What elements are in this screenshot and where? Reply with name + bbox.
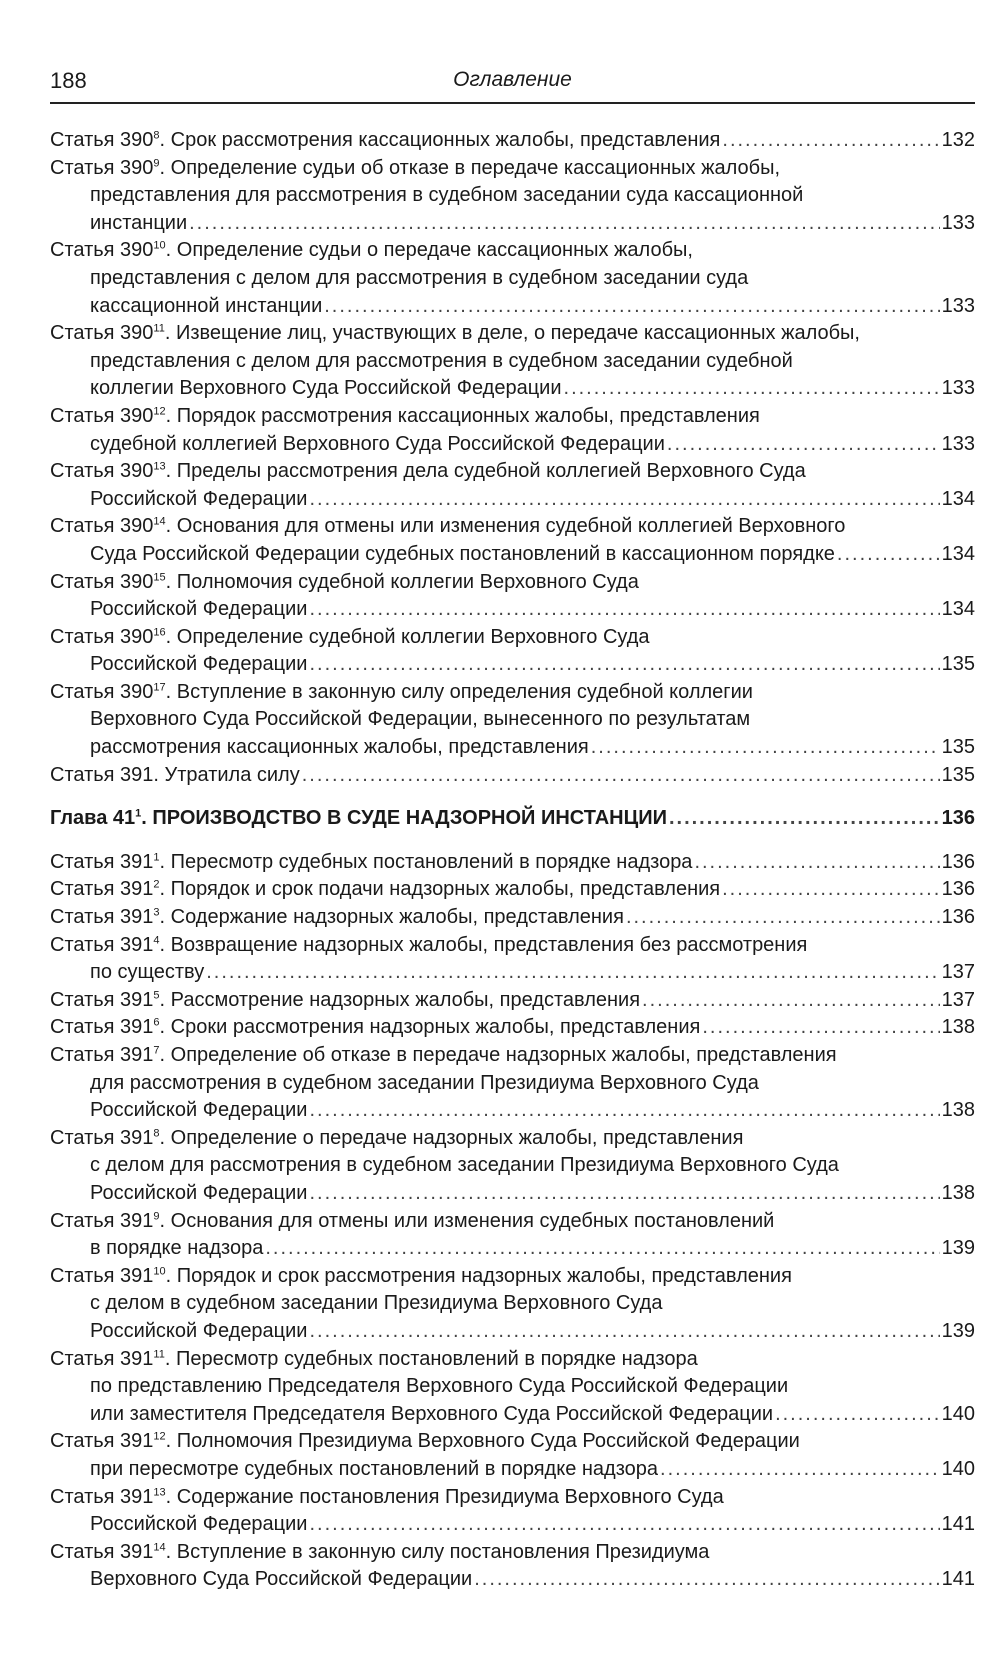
toc-page-number: 137 [941, 988, 975, 1011]
toc-line [50, 265, 975, 293]
toc-page-number: 136 [941, 807, 975, 830]
toc-label: Статья 391 [50, 906, 154, 929]
toc-superscript: 8 [153, 129, 160, 142]
toc-line [50, 458, 975, 486]
toc-line [50, 1152, 975, 1180]
toc-line [50, 805, 975, 833]
toc-line-text [90, 651, 307, 679]
toc-line-text: Статья $390^{12}$. Порядок рассмотрения кассационных жалобы, представления [50, 404, 760, 427]
toc-title-text: Вступление в законную силу постановления Президиума [176, 1540, 710, 1563]
toc-page-number: 137 [941, 961, 975, 984]
toc-line-text [90, 1235, 263, 1263]
toc-line [50, 155, 975, 183]
toc-entry [50, 1042, 975, 1125]
toc-page-number: 141 [941, 1513, 975, 1536]
toc-title-text: ПРОИЗВОДСТВО В СУДЕ НАДЗОРНОЙ ИНСТАНЦИИ [152, 807, 667, 830]
toc-line [50, 1263, 975, 1291]
toc-label: Статья 390 [50, 570, 154, 593]
dot-leader [309, 1511, 939, 1539]
dot-leader [722, 127, 939, 155]
toc-title-text: Российской Федерации [90, 1181, 308, 1204]
toc-entry [50, 237, 975, 320]
running-title: Оглавление [453, 68, 572, 91]
toc-entry [50, 458, 975, 513]
dot-leader [302, 762, 940, 790]
dot-leader [309, 1318, 939, 1346]
toc-superscript: 4 [153, 933, 160, 946]
toc-line-text [90, 1072, 759, 1094]
toc-line-text [90, 1097, 307, 1125]
dot-leader [309, 651, 939, 679]
toc-line-text: Статья $391^3$. Содержание надзорных жалобы, представления [50, 906, 624, 929]
toc-line [50, 348, 975, 376]
toc-label: Статья 390 [50, 404, 154, 427]
toc-entry [50, 1125, 975, 1208]
toc-line-text [90, 1180, 307, 1208]
toc-line-text [90, 541, 835, 569]
dot-leader [669, 805, 940, 833]
toc-line [50, 1566, 975, 1594]
toc-entry [50, 1539, 975, 1594]
toc-label: Статья 390 [50, 239, 154, 262]
toc-page-number: 141 [941, 1568, 975, 1591]
toc-line-text: Статья $390^{17}$. Вступление в законную силу определения судебной коллегии [50, 680, 753, 703]
toc-line [50, 1180, 975, 1208]
toc-page-number: 133 [941, 211, 975, 234]
toc-title-text: Срок рассмотрения кассационных жалобы, представления [170, 129, 721, 151]
toc-label: Статья 391. [50, 763, 159, 786]
toc-label: Статья 390 [50, 156, 154, 179]
toc-label: Статья 390 [50, 625, 154, 648]
toc-label: Статья 390 [50, 515, 154, 538]
toc-line [50, 706, 975, 734]
toc-superscript: 6 [153, 1016, 160, 1029]
toc-title-text: кассационной инстанции [90, 294, 323, 317]
toc-title-text: Полномочия Президиума Верховного Суда Российской Федерации [176, 1430, 800, 1453]
toc-line [50, 1539, 975, 1567]
toc-line [50, 1208, 975, 1236]
toc-title-text: Порядок и срок подачи надзорных жалобы, представления [170, 878, 721, 901]
toc-title-text: Пределы рассмотрения дела судебной коллегией Верховного Суда [176, 460, 806, 483]
toc-label: Статья 390 [50, 460, 154, 483]
toc-line-text [90, 1318, 307, 1346]
toc-title-text: с делом в судебном заседании Президиума Верховного Суда [90, 1292, 663, 1315]
toc-title-text: Верховного Суда Российской Федерации, вынесенного по результатам [90, 708, 751, 731]
toc-page-number: 133 [941, 294, 975, 317]
toc-title-text: инстанции [90, 211, 188, 234]
toc-entry [50, 513, 975, 568]
toc-title-text: Порядок рассмотрения кассационных жалобы, представления [176, 404, 760, 427]
toc-superscript: 8 [153, 1127, 160, 1140]
toc-superscript: 16 [153, 626, 166, 639]
toc-line [50, 651, 975, 679]
toc-title-text: коллегии Верховного Суда Российской Федерации [90, 377, 562, 400]
toc-page-number: 133 [941, 432, 975, 455]
toc-page-number: 138 [941, 1099, 975, 1122]
toc-superscript: 11 [153, 1347, 165, 1360]
toc-line-text: Статья $391^{14}$. Вступление в законную силу постановления Президиума [50, 1540, 710, 1563]
toc-line [50, 1511, 975, 1539]
toc-line [50, 182, 975, 210]
toc-line [50, 1235, 975, 1263]
toc-line [50, 293, 975, 321]
toc-line-text: Статья $390^9$. Определение судьи об отказе в передаче кассационных жалобы, [50, 156, 781, 179]
toc-title-text: Порядок и срок рассмотрения надзорных жалобы, представления [176, 1264, 792, 1287]
toc-page-number: 132 [941, 129, 975, 151]
toc-superscript: 7 [153, 1044, 160, 1057]
toc-line-text: Статья $390^{10}$. Определение судьи о передаче кассационных жалобы, [50, 239, 693, 262]
toc-line-text: Статья $390^8$. Срок рассмотрения кассационных жалобы, представления [50, 129, 721, 151]
toc-page-number: 134 [941, 598, 975, 621]
dot-leader [694, 849, 939, 877]
dot-leader [309, 1180, 939, 1208]
toc-line-text [90, 431, 665, 459]
toc-entry [50, 127, 975, 155]
toc-page-number: 139 [941, 1237, 975, 1260]
toc-entry [50, 932, 975, 987]
toc-title-text: Содержание надзорных жалобы, представления [170, 906, 624, 929]
toc-label: Статья 391 [50, 933, 154, 956]
toc-line [50, 1290, 975, 1318]
toc-page-number: 140 [941, 1457, 975, 1480]
toc-title-text: Рассмотрение надзорных жалобы, представления [170, 988, 641, 1011]
toc-title-text: в порядке надзора [90, 1237, 264, 1260]
dot-leader [309, 596, 939, 624]
toc-line [50, 1428, 975, 1456]
toc-label: Статья 391 [50, 1264, 154, 1287]
toc-label: Статья 391 [50, 988, 154, 1011]
toc-superscript: 17 [153, 681, 166, 694]
toc-line [50, 849, 975, 877]
toc-line-text: Статья $390^{14}$. Основания для отмены или изменения судебной коллегией Верховного [50, 515, 846, 538]
dot-leader [206, 959, 939, 987]
toc-title-text: судебной коллегией Верховного Суда Российской Федерации [90, 432, 665, 455]
toc-title-text: Содержание постановления Президиума Верховного Суда [176, 1485, 724, 1508]
toc-entry [50, 1428, 975, 1483]
toc-superscript: 13 [153, 1485, 166, 1498]
toc-line [50, 1125, 975, 1153]
toc-page-number: 139 [941, 1319, 975, 1342]
toc-title-text: для рассмотрения в судебном заседании Президиума Верховного Суда [90, 1071, 759, 1094]
dot-leader [309, 1097, 939, 1125]
toc-page-number: 134 [941, 487, 975, 510]
toc-superscript: 3 [153, 906, 160, 919]
toc-line [50, 1456, 975, 1484]
dot-leader [265, 1235, 939, 1263]
toc-superscript: 12 [153, 405, 166, 418]
toc-line-text: Статья $391^7$. Определение об отказе в передаче надзорных жалобы, представления [50, 1044, 837, 1066]
toc-line [50, 596, 975, 624]
toc-line-text: Статья $391^5$. Рассмотрение надзорных жалобы, представления [50, 988, 641, 1011]
toc-line-text [90, 267, 748, 289]
toc-title-text: Определение об отказе в передаче надзорных жалобы, представления [170, 1044, 837, 1066]
toc-label: Статья 391 [50, 850, 154, 873]
toc-line [50, 1014, 975, 1042]
dot-leader [660, 1456, 940, 1484]
toc-line [50, 513, 975, 541]
toc-line [50, 987, 975, 1015]
toc-line-text: Статья $391^1$. Пересмотр судебных постановлений в порядке надзора [50, 850, 693, 873]
toc-entry [50, 569, 975, 624]
toc-superscript: 10 [153, 239, 166, 252]
dot-leader [626, 904, 940, 932]
toc-label: Статья 391 [50, 1209, 154, 1232]
toc-entry [50, 1208, 975, 1263]
toc-title-text: Российской Федерации [90, 653, 308, 676]
dot-leader [591, 734, 940, 762]
toc-line [50, 431, 975, 459]
toc-line [50, 541, 975, 569]
toc-title-text: или заместителя Председателя Верховного Суда Российской Федерации [90, 1402, 774, 1425]
toc-superscript: 14 [153, 1541, 166, 1554]
toc-page-number: 135 [941, 653, 975, 676]
toc-entry [50, 624, 975, 679]
toc-title-text: Утратила силу [164, 763, 300, 786]
toc-line-text: Статья $391^{11}$. Пересмотр судебных постановлений в порядке надзора [50, 1347, 698, 1370]
toc-line-text: Статья $390^{13}$. Пределы рассмотрения дела судебной коллегией Верховного Суда [50, 460, 806, 483]
toc-entry [50, 904, 975, 932]
toc-line [50, 1097, 975, 1125]
toc-superscript: 12 [153, 1430, 166, 1443]
toc-line [50, 904, 975, 932]
toc-title-text: по существу [90, 961, 205, 984]
toc-page-number: 135 [941, 736, 975, 759]
toc-line-text: Статья $391^{10}$. Порядок и срок рассмотрения надзорных жалобы, представления [50, 1264, 792, 1287]
toc-title-text: Извещение лиц, участвующих в деле, о передаче кассационных жалобы, [175, 322, 860, 345]
toc-line-text: Статья $391^{13}$. Содержание постановления Президиума Верховного Суда [50, 1485, 724, 1508]
dot-leader [667, 431, 940, 459]
toc-superscript: 10 [153, 1265, 166, 1278]
toc-line-text [90, 1456, 658, 1484]
toc-line-text: Статья $391^6$. Сроки рассмотрения надзорных жалобы, представления [50, 1016, 701, 1039]
toc-title-text: представления с делом для рассмотрения в судебном заседании суда [90, 266, 749, 289]
toc-line-text [90, 375, 562, 403]
toc-title-text: Пересмотр судебных постановлений в порядке надзора [175, 1347, 698, 1370]
toc-title-text: при пересмотре судебных постановлений в порядке надзора [90, 1457, 659, 1480]
toc-title-text: Основания для отмены или изменения судебных постановлений [170, 1209, 775, 1232]
toc-label: Статья 391 [50, 1430, 154, 1453]
toc-title-text: с делом для рассмотрения в судебном заседании Президиума Верховного Суда [90, 1154, 839, 1177]
toc-line [50, 375, 975, 403]
toc-label: Глава 41 [50, 807, 136, 830]
toc-title-text: Суда Российской Федерации судебных постановлений в кассационном порядке [90, 542, 835, 565]
toc-entry [50, 987, 975, 1015]
dot-leader [642, 987, 940, 1015]
toc-line-text [90, 734, 589, 762]
toc-label: Статья 390 [50, 322, 154, 345]
toc-superscript: 2 [153, 878, 160, 891]
toc-superscript: 9 [153, 156, 160, 169]
toc-page-number: 138 [941, 1181, 975, 1204]
toc-page-number: 136 [941, 850, 975, 873]
toc-line-text [90, 1401, 773, 1429]
toc-superscript: 13 [153, 460, 166, 473]
toc-line-text [90, 184, 803, 206]
toc-label: Статья 391 [50, 1485, 154, 1508]
toc-title-text: Определение о передаче надзорных жалобы, представления [170, 1126, 744, 1149]
toc-chapter [50, 805, 975, 833]
toc-page-number: 136 [941, 878, 975, 901]
toc-line-text: Статья $391^8$. Определение о передаче надзорных жалобы, представления [50, 1126, 744, 1149]
toc-entry [50, 320, 975, 403]
dot-leader [775, 1401, 940, 1429]
toc-line [50, 210, 975, 238]
toc-line [50, 127, 975, 155]
toc-entry [50, 849, 975, 877]
toc-line [50, 1042, 975, 1070]
toc-entry [50, 403, 975, 458]
toc-line-text: Статья $390^{16}$. Определение судебной коллегии Верховного Суда [50, 625, 650, 648]
toc-entry [50, 1484, 975, 1539]
toc-page-number: 134 [941, 542, 975, 565]
toc-label: Статья 391 [50, 1126, 154, 1149]
toc-superscript: 1 [153, 851, 160, 864]
toc-line-text [90, 350, 793, 372]
toc-line [50, 932, 975, 960]
toc-title-text: Сроки рассмотрения надзорных жалобы, представления [170, 1016, 701, 1039]
header-rule [50, 102, 975, 104]
dot-leader [324, 293, 939, 321]
dot-leader [189, 210, 940, 238]
toc-line [50, 569, 975, 597]
toc-title-text: Российской Федерации [90, 598, 308, 621]
toc-line-text: Статья $391^9$. Основания для отмены или изменения судебных постановлений [50, 1209, 775, 1232]
toc-label: Статья 390 [50, 129, 154, 151]
toc-superscript: 14 [153, 515, 166, 528]
toc-line [50, 959, 975, 987]
toc-line [50, 876, 975, 904]
toc-title-text: Российской Федерации [90, 1513, 308, 1536]
toc-line [50, 734, 975, 762]
toc-line [50, 679, 975, 707]
toc-title-text: Верховного Суда Российской Федерации [90, 1568, 473, 1591]
toc-line-text [90, 1154, 839, 1176]
toc-line-text [90, 293, 322, 321]
dot-leader [309, 486, 939, 514]
toc-line [50, 1070, 975, 1098]
toc-line-text: Статья $391^2$. Порядок и срок подачи надзорных жалобы, представления [50, 878, 721, 901]
toc-line-text [90, 708, 750, 730]
toc-page-number: 140 [941, 1402, 975, 1425]
toc-line [50, 1373, 975, 1401]
toc-title-text: Основания для отмены или изменения судебной коллегией Верховного [176, 515, 846, 538]
toc-line [50, 1484, 975, 1512]
toc-entry [50, 762, 975, 790]
toc-label: Статья 391 [50, 1016, 154, 1039]
toc-line-text: Статья $391^4$. Возвращение надзорных жалобы, представления без рассмотрения [50, 933, 808, 956]
toc-label: Статья 391 [50, 1540, 154, 1563]
toc-line [50, 762, 975, 790]
toc-line [50, 624, 975, 652]
toc-page-number: 138 [941, 1016, 975, 1039]
toc-line [50, 1401, 975, 1429]
table-of-contents [50, 127, 975, 1594]
toc-line-text: Глава $41^1$. ПРОИЗВОДСТВО В СУДЕ НАДЗОРНОЙ ИНСТАНЦИИ [50, 807, 667, 830]
toc-page-number: 135 [941, 763, 975, 786]
toc-title-text: по представлению Председателя Верховного Суда Российской Федерации [90, 1375, 789, 1398]
toc-title-text: Определение судьи о передаче кассационных жалобы, [176, 239, 693, 262]
toc-line-text: Статья $391^{12}$. Полномочия Президиума Верховного Суда Российской Федерации [50, 1430, 800, 1453]
toc-line [50, 403, 975, 431]
dot-leader [837, 541, 940, 569]
dot-leader [474, 1566, 939, 1594]
toc-page-number: 136 [941, 906, 975, 929]
toc-entry [50, 1346, 975, 1429]
toc-superscript: 15 [153, 570, 166, 583]
toc-line-text [90, 959, 204, 987]
toc-line-text [90, 1566, 472, 1594]
toc-title-text: Пересмотр судебных постановлений в порядке надзора [170, 850, 693, 873]
dot-leader [702, 1014, 939, 1042]
toc-title-text: Возвращение надзорных жалобы, представления без рассмотрения [170, 933, 808, 956]
toc-title-text: рассмотрения кассационных жалобы, представления [90, 736, 589, 759]
toc-label: Статья 391 [50, 878, 154, 901]
toc-line-text [50, 762, 300, 790]
toc-title-text: Российской Федерации [90, 1319, 308, 1342]
toc-entry [50, 155, 975, 238]
toc-line [50, 486, 975, 514]
toc-superscript: 1 [135, 807, 142, 820]
toc-title-text: Определение судебной коллегии Верховного Суда [176, 625, 650, 648]
toc-page-number: 133 [941, 377, 975, 400]
dot-leader [564, 375, 940, 403]
toc-line-text [90, 486, 307, 514]
toc-line-text [90, 1511, 307, 1539]
toc-entry [50, 679, 975, 762]
toc-label: Статья 391 [50, 1044, 154, 1066]
toc-title-text: представления для рассмотрения в судебном заседании суда кассационной [90, 184, 804, 207]
toc-line [50, 237, 975, 265]
toc-title-text: Российской Федерации [90, 487, 308, 510]
toc-entry [50, 1014, 975, 1042]
toc-entry [50, 876, 975, 904]
toc-superscript: 5 [153, 989, 160, 1002]
toc-title-text: Вступление в законную силу определения судебной коллегии [176, 680, 753, 703]
toc-line [50, 1318, 975, 1346]
toc-line-text [90, 596, 307, 624]
toc-superscript: 11 [153, 322, 165, 335]
toc-line [50, 320, 975, 348]
dot-leader [722, 876, 940, 904]
toc-title-text: Полномочия судебной коллегии Верховного Суда [176, 570, 639, 593]
toc-title-text: Определение судьи об отказе в передаче кассационных жалобы, [170, 156, 781, 179]
running-header [50, 68, 975, 102]
toc-line-text [90, 210, 187, 238]
toc-entry [50, 1263, 975, 1346]
toc-title-text: Российской Федерации [90, 1099, 308, 1122]
toc-title-text: представления с делом для рассмотрения в судебном заседании судебной [90, 349, 793, 372]
toc-line-text [90, 1292, 662, 1314]
toc-superscript: 9 [153, 1209, 160, 1222]
toc-label: Статья 390 [50, 680, 154, 703]
toc-line-text: Статья $390^{11}$. Извещение лиц, участвующих в деле, о передаче кассационных жалобы, [50, 322, 860, 345]
toc-line-text [90, 1375, 788, 1397]
toc-line-text: Статья $390^{15}$. Полномочия судебной коллегии Верховного Суда [50, 570, 639, 593]
page-number: 188 [50, 68, 87, 93]
toc-line [50, 1346, 975, 1374]
toc-label: Статья 391 [50, 1347, 154, 1370]
